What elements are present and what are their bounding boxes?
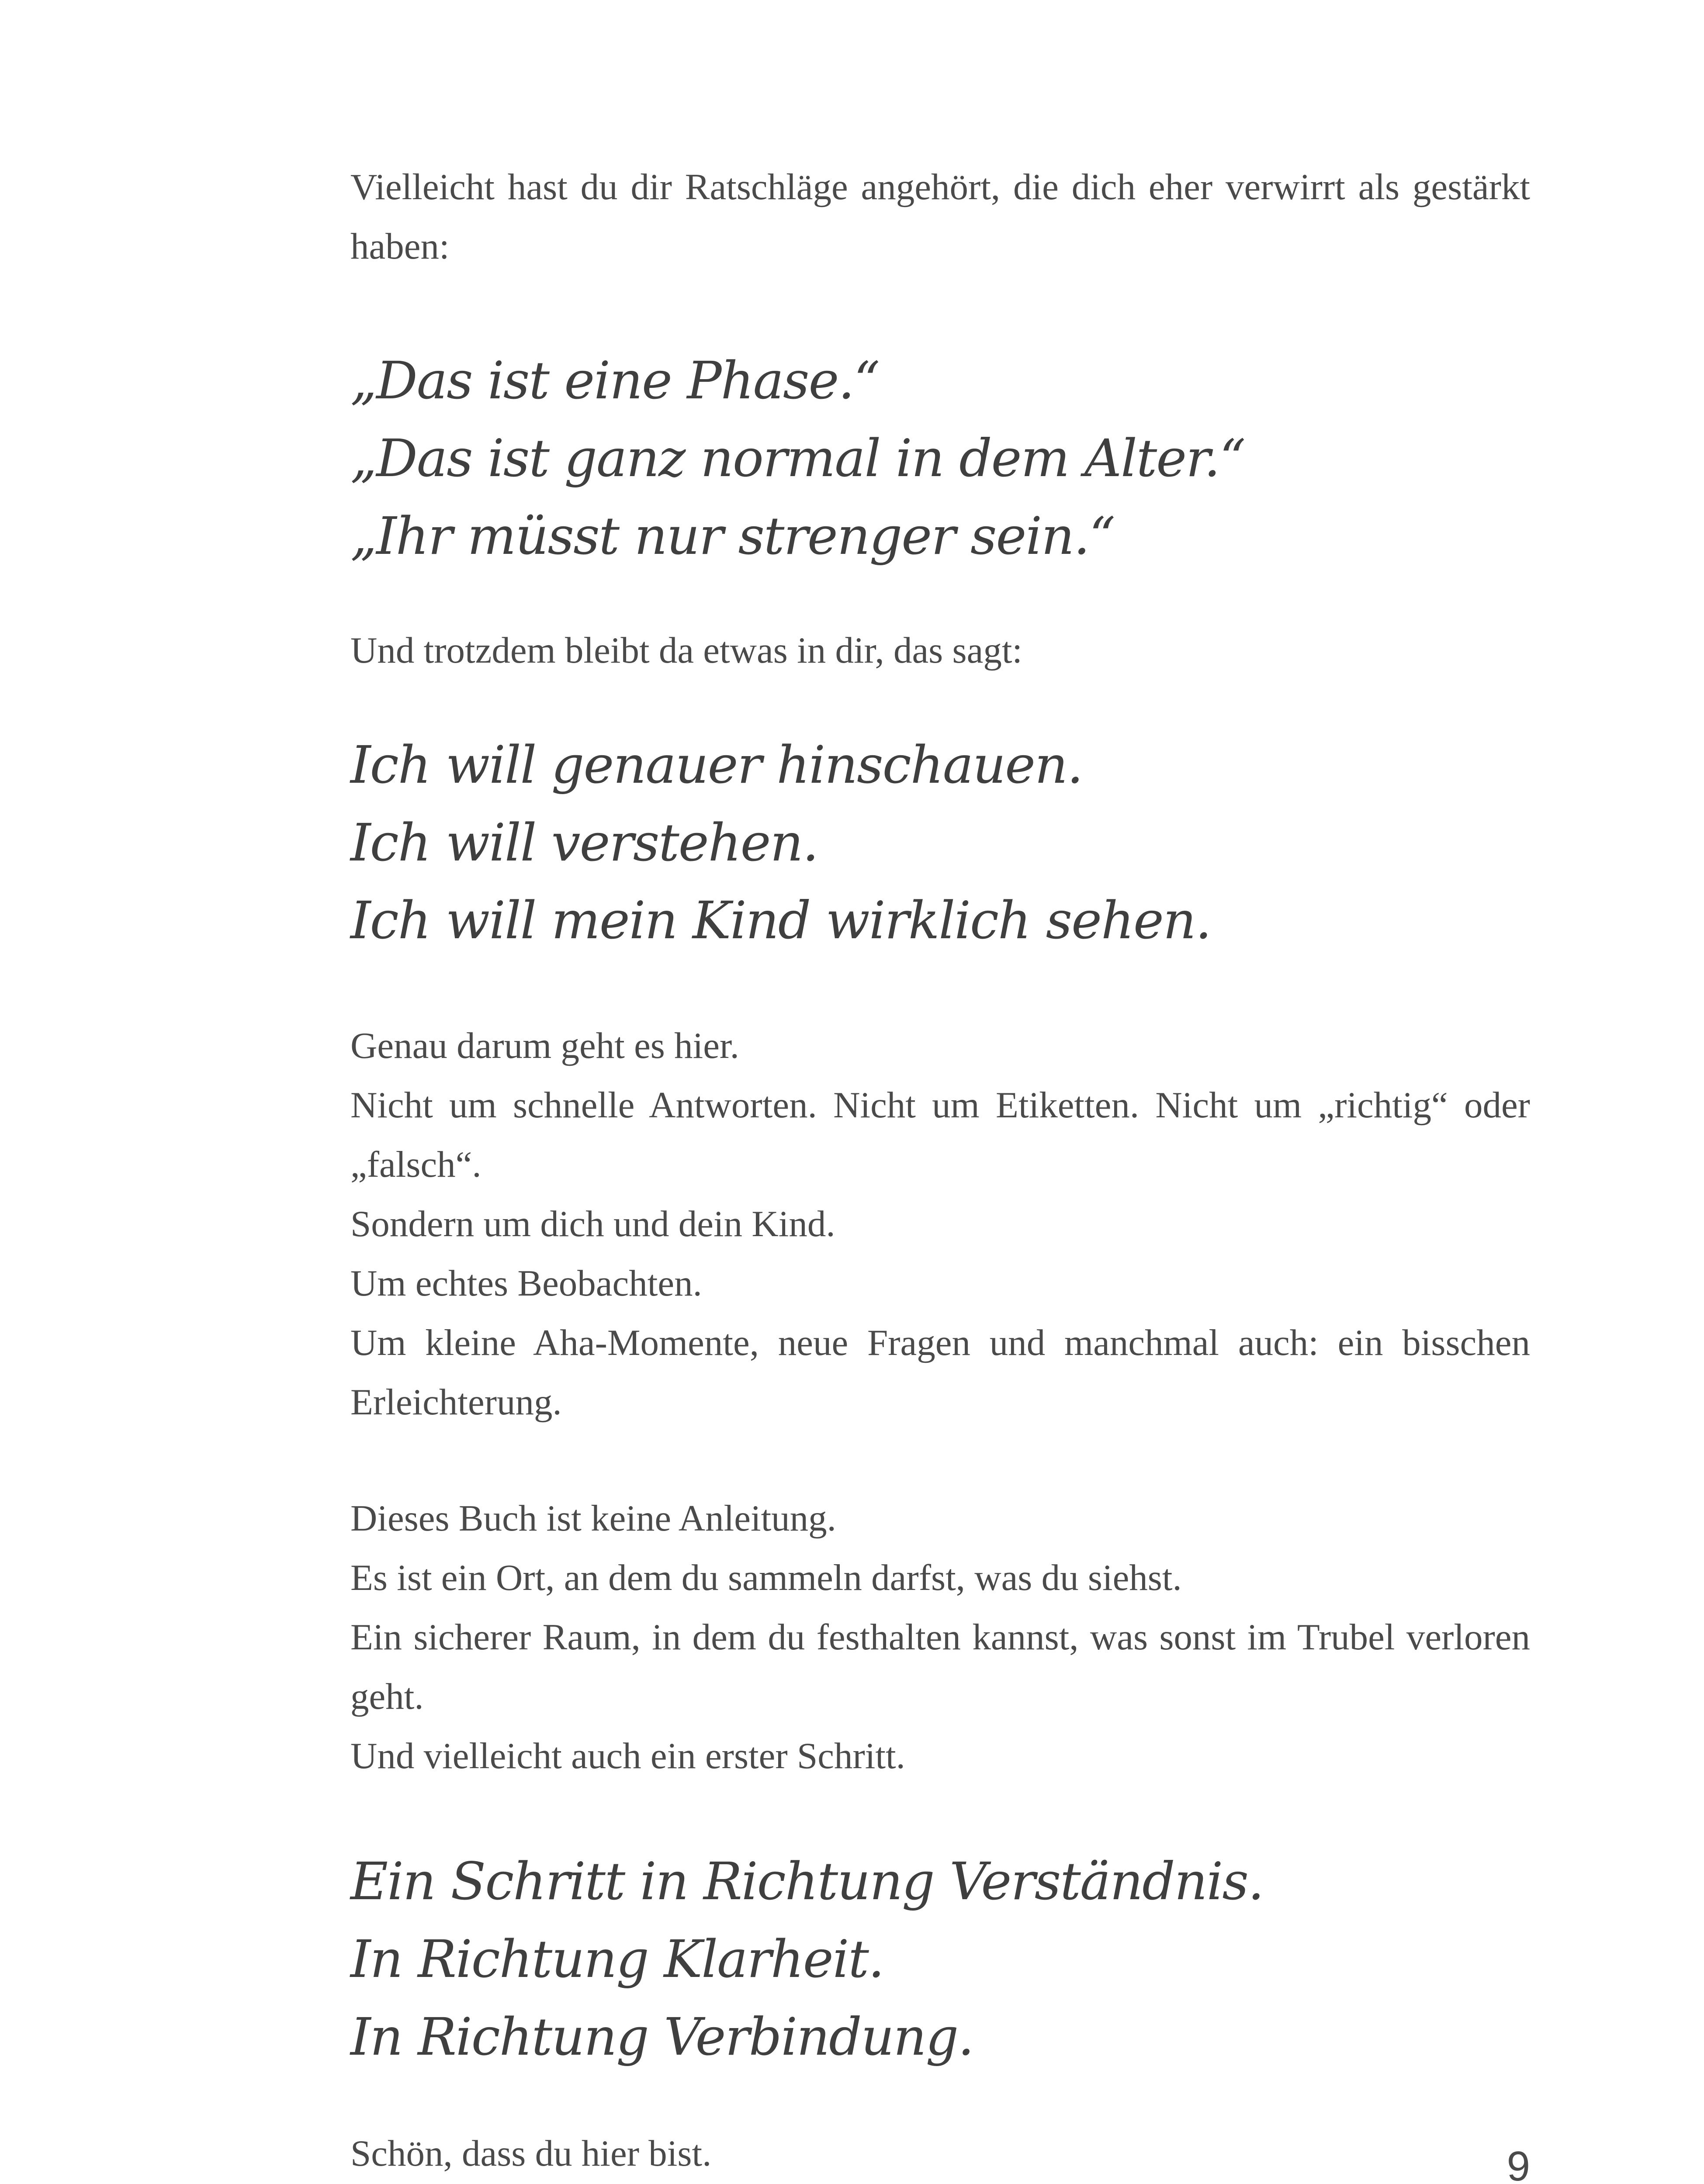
closing-line: Schön, dass du hier bist. <box>350 2133 712 2174</box>
purpose-line: Um echtes Beobachten. <box>350 1263 702 1304</box>
direction-quote: In Richtung Verbindung. <box>350 2007 973 2067</box>
bridge-sentence: Und trotzdem bleibt da etwas in dir, das sagt: <box>350 630 1023 671</box>
intro-paragraph: Vielleicht hast du dir Ratschläge angehört, die dich eher verwirrt als gestärkt haben: <box>350 166 1530 267</box>
advice-quotes <box>350 342 1530 575</box>
purpose-line: Sondern um dich und dein Kind. <box>350 1203 835 1244</box>
inner-voice-quote: Ich will mein Kind wirklich sehen. <box>350 890 1211 950</box>
purpose-line: Um kleine Aha-Momente, neue Fragen und manchmal auch: ein bisschen Erleichterung. <box>350 1322 1530 1423</box>
purpose-line: Genau darum geht es hier. <box>350 1025 739 1066</box>
direction-quotes <box>350 1842 1530 2076</box>
book-line: Dieses Buch ist keine Anleitung. <box>350 1498 836 1539</box>
direction-quote: In Richtung Klarheit. <box>350 1929 884 1989</box>
inner-voice-quotes <box>350 726 1530 959</box>
inner-voice-quote: Ich will genauer hinschauen. <box>350 735 1083 795</box>
inner-voice-quote: Ich will verstehen. <box>350 812 818 873</box>
purpose-line: Nicht um schnelle Antworten. Nicht um Etiketten. Nicht um „richtig“ oder „falsch“. <box>350 1085 1530 1185</box>
advice-quote: „Das ist eine Phase.“ <box>350 350 880 411</box>
page-number: 9 <box>1507 2143 1530 2184</box>
book-line: Und vielleicht auch ein erster Schritt. <box>350 1735 905 1776</box>
advice-quote: „Ihr müsst nur strenger sein.“ <box>350 506 1115 566</box>
closing-paragraph <box>350 2124 1530 2184</box>
advice-quote: „Das ist ganz normal in dem Alter.“ <box>350 428 1245 488</box>
page-content <box>350 157 1530 2184</box>
book-paragraph <box>350 1489 1530 1786</box>
purpose-paragraph <box>350 1016 1530 1432</box>
book-line: Ein sicherer Raum, in dem du festhalten kannst, was sonst im Trubel verloren geht. <box>350 1617 1530 1717</box>
direction-quote: Ein Schritt in Richtung Verständnis. <box>350 1851 1264 1911</box>
book-line: Es ist ein Ort, an dem du sammeln darfst, was du siehst. <box>350 1557 1182 1598</box>
